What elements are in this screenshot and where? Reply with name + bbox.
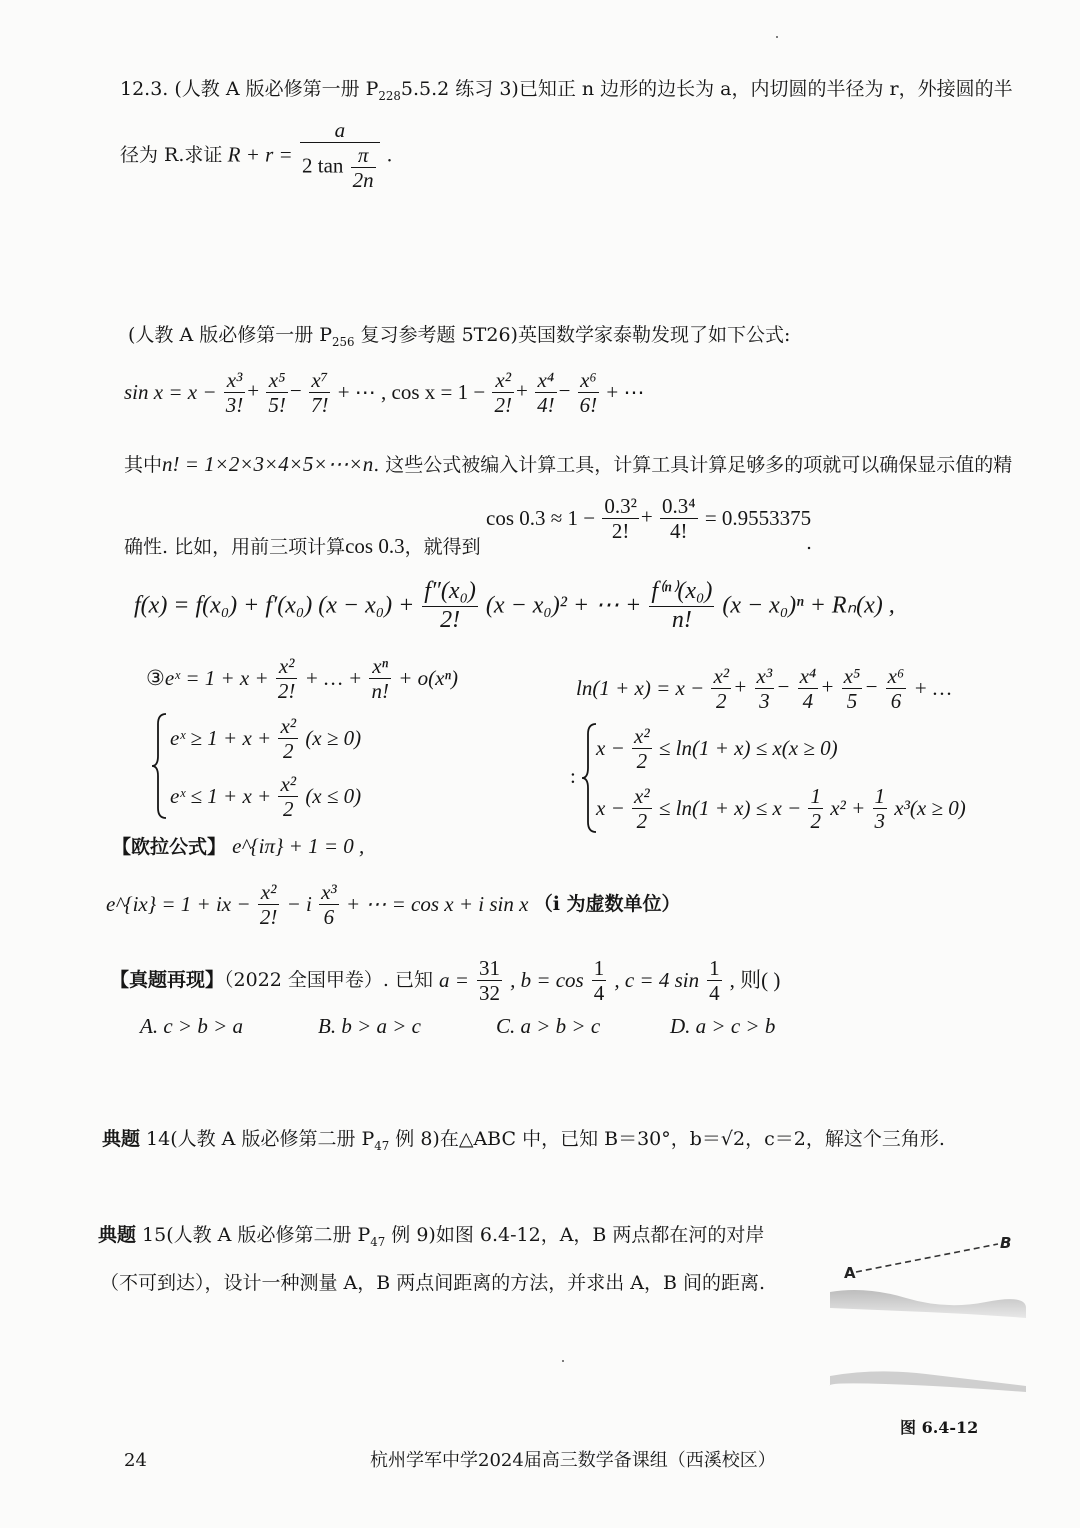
ln-inequality-2: x − $\frac{\text{x²}}{2}$ ≤ ln(1 + x) ≤ x − $\frac{1}{2}$ x² + $\frac{1}{3}$ x³(x ≥ 0) [596, 784, 966, 834]
river-bank-top [830, 1290, 1026, 1318]
ln-expansion: ln(1 + x) = x − $\frac{\text{x²}}{2}$ + $\frac{\text{x³}}{3}$ − $\frac{\text{x⁴}}{4}$ + $\frac{\text{x⁵}}{5}$ − $\frac{\text{x⁶}}{6}$ + … [576, 664, 952, 714]
scan-speck [776, 36, 778, 38]
exam-option-d: D. a > c > b [670, 1014, 776, 1038]
euler-formula-line: 【欧拉公式】 e^{iπ} + 1 = 0 , [112, 834, 365, 858]
sightline-a-b [856, 1244, 998, 1272]
exp-expansion: ③eˣ = 1 + x + $\frac{\text{x²}}{2!}$ + … + $\frac{\text{xⁿ}}{n!}$ + o(xⁿ) [146, 654, 459, 704]
euler-expansion: e^{ix} = 1 + ix − $\frac{\text{x²}}{2!}$ − i $\frac{\text{x³}}{6}$ + ⋯ = cos x + i sin x （i 为虚数单位） [106, 880, 681, 930]
exp-inequality-2: eˣ ≤ 1 + x + $\frac{\text{x²}}{2}$ (x ≤ 0) [170, 772, 362, 822]
taylor-approx-formula: cos 0.3 ≈ 1 − $\frac{\text{0.3²}}{2!}$ + $\frac{\text{0.3⁴}}{4!}$ = 0.9553375 [486, 494, 812, 544]
problem-12-3-line2: 径为 R.求证 R + r = a 2 tan $\frac{\pi}{2n}$ . [120, 118, 393, 193]
exam-question: 【真题再现】（2022 全国甲卷）. 已知 a = $\frac{31}{32}$ , b = cos $\frac{1}{4}$ , c = 4 sin $\frac{1}{4}$ , 则( ) [110, 956, 781, 1006]
scan-speck [562, 1360, 564, 1362]
taylor-intro: (人教 A 版必修第一册 $P_{256}$ 复习参考题 5T26)英国数学家泰勒发现了如下公式: [128, 324, 791, 349]
taylor-precision-line: 确性. 比如，用前三项计算cos 0.3，就得到 [124, 534, 481, 558]
fraction: a 2 tan $\frac{\pi}{2n}$ [300, 118, 380, 192]
problem-15-line1: 典题 15(人教 A 版必修第二册 $P_{47}$ 例 9)如图 6.4-12，A，B 两点都在河的对岸 [98, 1224, 765, 1249]
river-figure [826, 1228, 1036, 1398]
point-b-label: B [1000, 1234, 1012, 1252]
problem-12-3-line1: 12.3. (人教 A 版必修第一册 $P_{228}5.5.2$ 练习 3)已知正 n 边形的边长为 a，内切圆的半径为 r，外接圆的半 [120, 78, 1013, 103]
footer-school: 杭州学军中学2024届高三数学备课组（西溪校区） [370, 1450, 776, 1471]
taylor-factorial-line: 其中n! = 1×2×3×4×5×⋯×n. 这些公式被编入计算工具，计算工具计算足够多的项就可以确保显示值的精 [124, 452, 1013, 476]
footer-page-number: 24 [124, 1450, 147, 1471]
exp-inequality-1: eˣ ≥ 1 + x + $\frac{\text{x²}}{2}$ (x ≥ 0) [170, 714, 362, 764]
figure-caption: 图 6.4-12 [900, 1418, 979, 1437]
ln-colon: : [570, 764, 576, 788]
river-bank-bottom [830, 1371, 1026, 1392]
exam-option-a: A. c > b > a [140, 1014, 243, 1038]
ln-inequality-1: x − $\frac{\text{x²}}{2}$ ≤ ln(1 + x) ≤ x(x ≥ 0) [596, 724, 838, 774]
taylor-sin-cos-formula: sin x = x − $\frac{\text{x³}}{3!}$ + $\frac{\text{x⁵}}{5!}$ − $\frac{\text{x⁷}}{7!}$ + ⋯ , cos x = 1 − $\frac{\text{x²}}{2!}$ + $\frac{\text{x⁴}}{4!}$ − $\frac{\text{x⁶}}{6!}$ + ⋯ [124, 368, 645, 418]
exam-option-b: B. b > a > c [318, 1014, 421, 1038]
problem-15-line2: （不可到达），设计一种测量 A，B 两点间距离的方法，并求出 A，B 间的距离. [100, 1272, 766, 1294]
problem-14: 典题 14(人教 A 版必修第二册 $P_{47}$ 例 8)在△ABC 中，已知 B＝30°，b＝√2，c＝2，解这个三角形. [102, 1128, 945, 1153]
general-taylor-formula: f(x) = f(x₀) + f′(x₀) (x − x₀) + $\frac{\text{f″(x₀)}}{2!}$ (x − x₀)² + ⋯ + $\frac{\text{f⁽ⁿ⁾(x₀)}}{n!}$ (x − x₀)ⁿ + Rₙ(x) , [134, 578, 895, 633]
left-brace-exp [150, 712, 170, 820]
exam-option-c: C. a > b > c [496, 1014, 601, 1038]
period-mark: . [806, 532, 813, 554]
point-a-label: A [844, 1264, 856, 1282]
fraction: $\frac{\pi}{2n}$ [352, 143, 374, 193]
